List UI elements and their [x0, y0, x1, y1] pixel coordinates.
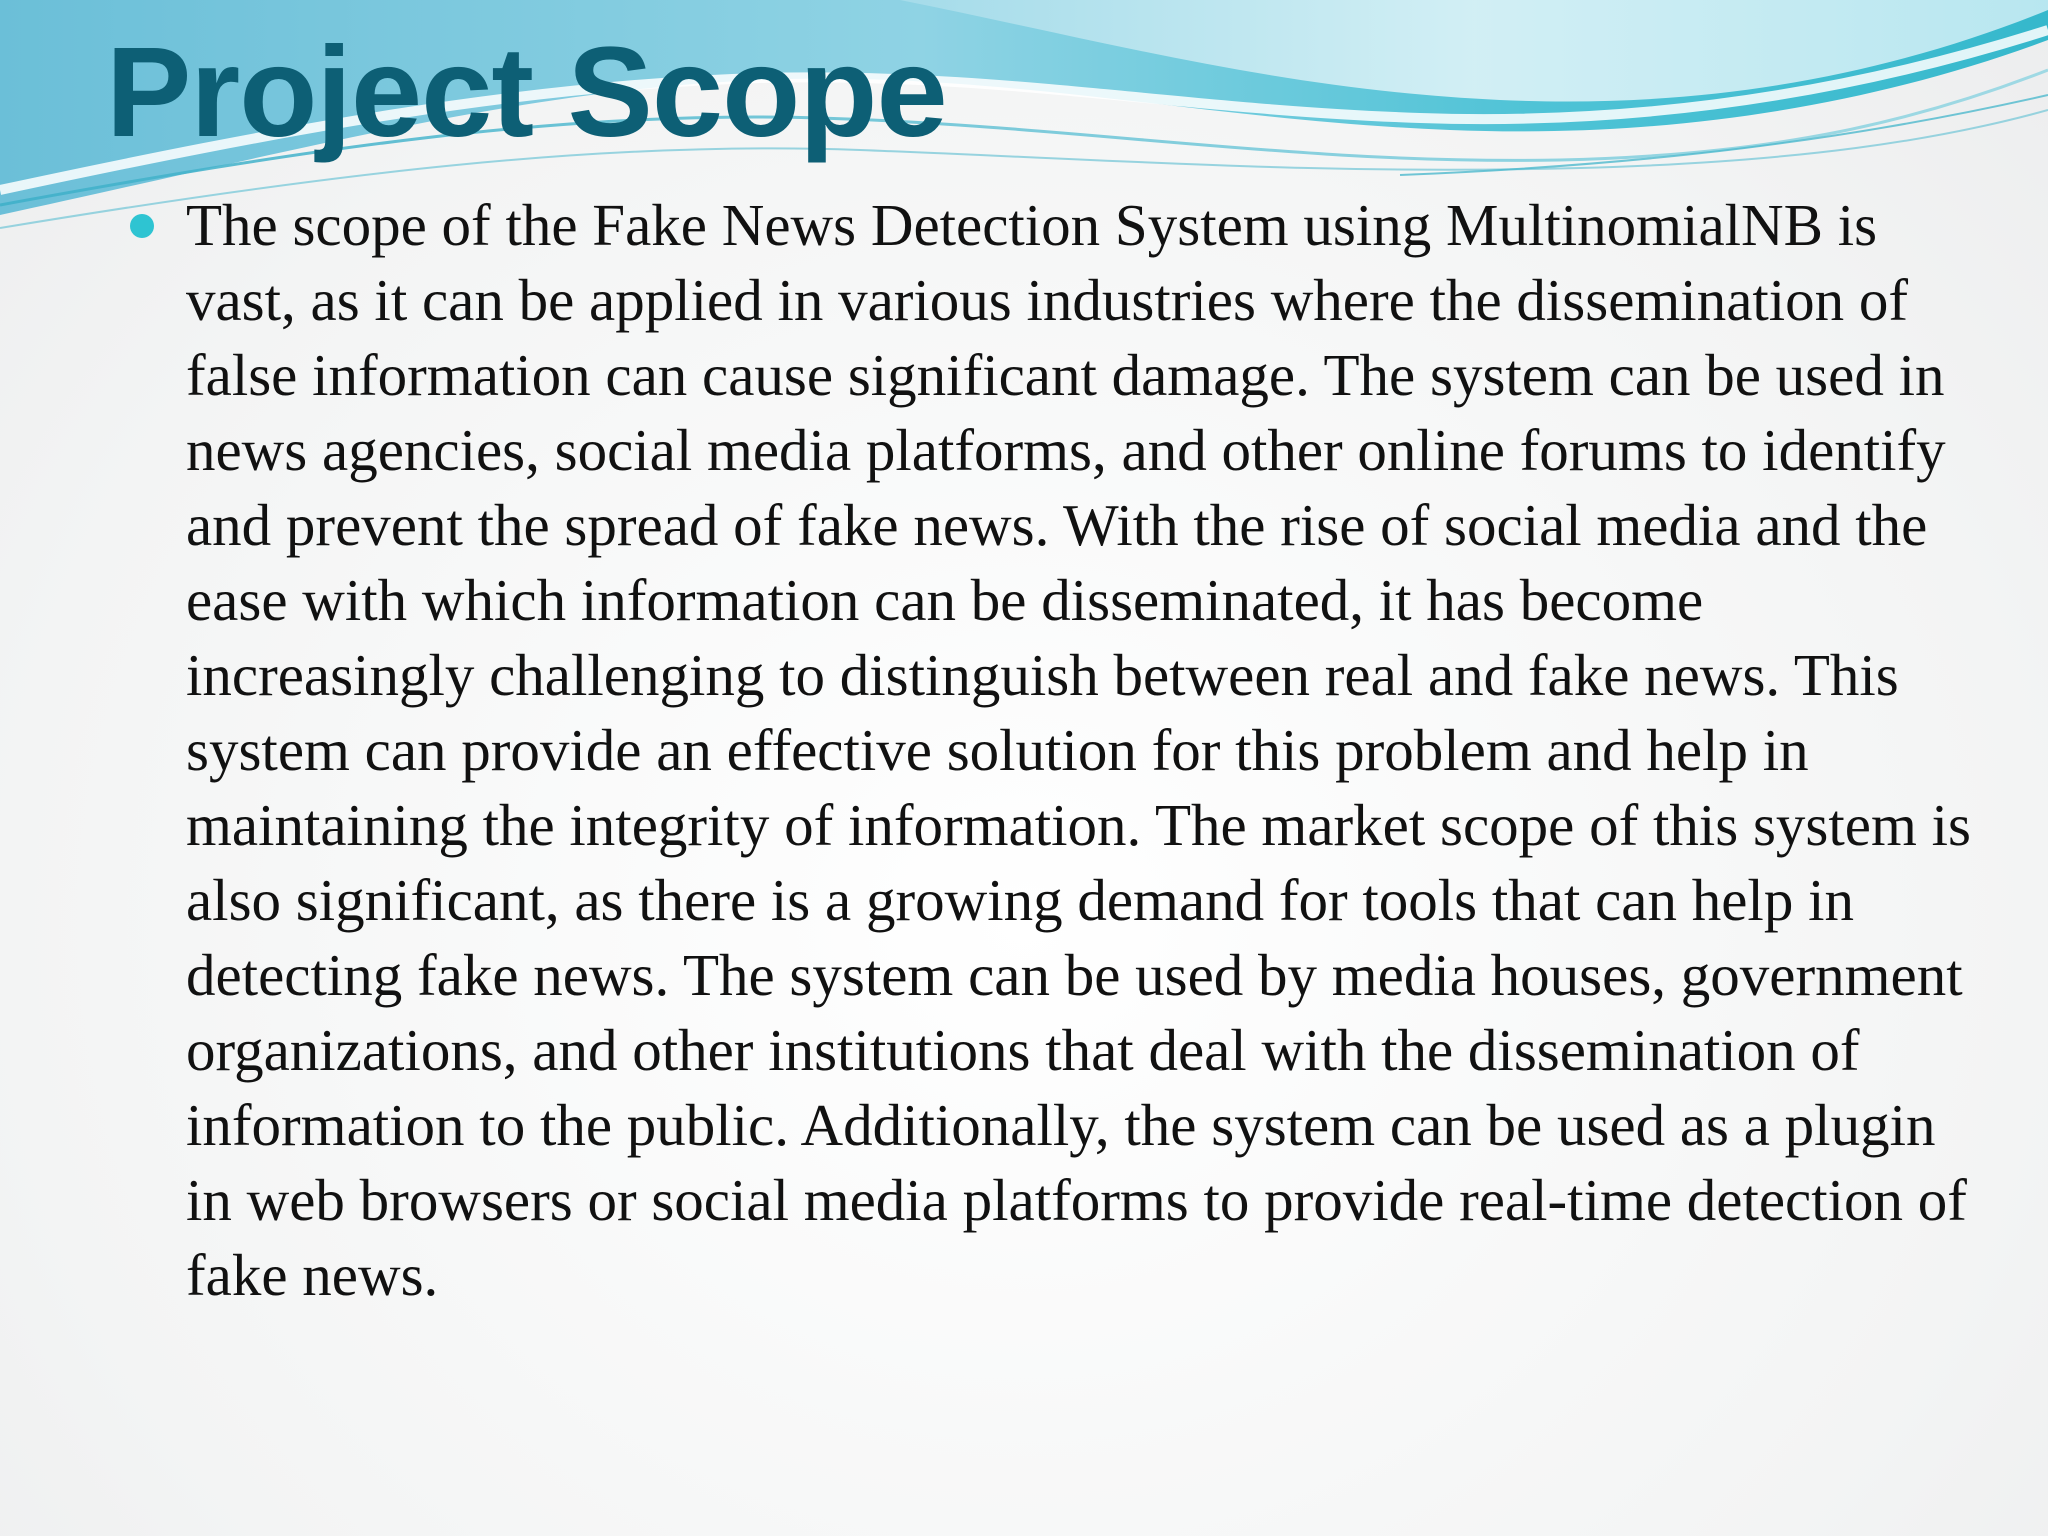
- bullet-text: The scope of the Fake News Detection System using MultinomialNB is vast, as it can be applied in various industries where the dissemination of false information can cause significant damage. The system can be used in news agencies, social media platforms, and other online forums to identify and prevent the spread of fake news. With the rise of social media and the ease with which information can be disseminated, it has become increasingly challenging to distinguish between real and fake news. This system can provide an effective solution for this problem and help in maintaining the integrity of information. The market scope of this system is also significant, as there is a growing demand for tools that can help in detecting fake news. The system can be used by media houses, government organizations, and other institutions that deal with the dissemination of information to the public. Additionally, the system can be used as a plugin in web browsers or social media platforms to provide real-time detection of fake news.: [186, 192, 1971, 1308]
- slide-body: [130, 188, 1971, 1313]
- bullet-dot-icon: [130, 214, 154, 238]
- bullet-item: [130, 188, 1971, 1313]
- slide-title: Project Scope: [106, 21, 947, 164]
